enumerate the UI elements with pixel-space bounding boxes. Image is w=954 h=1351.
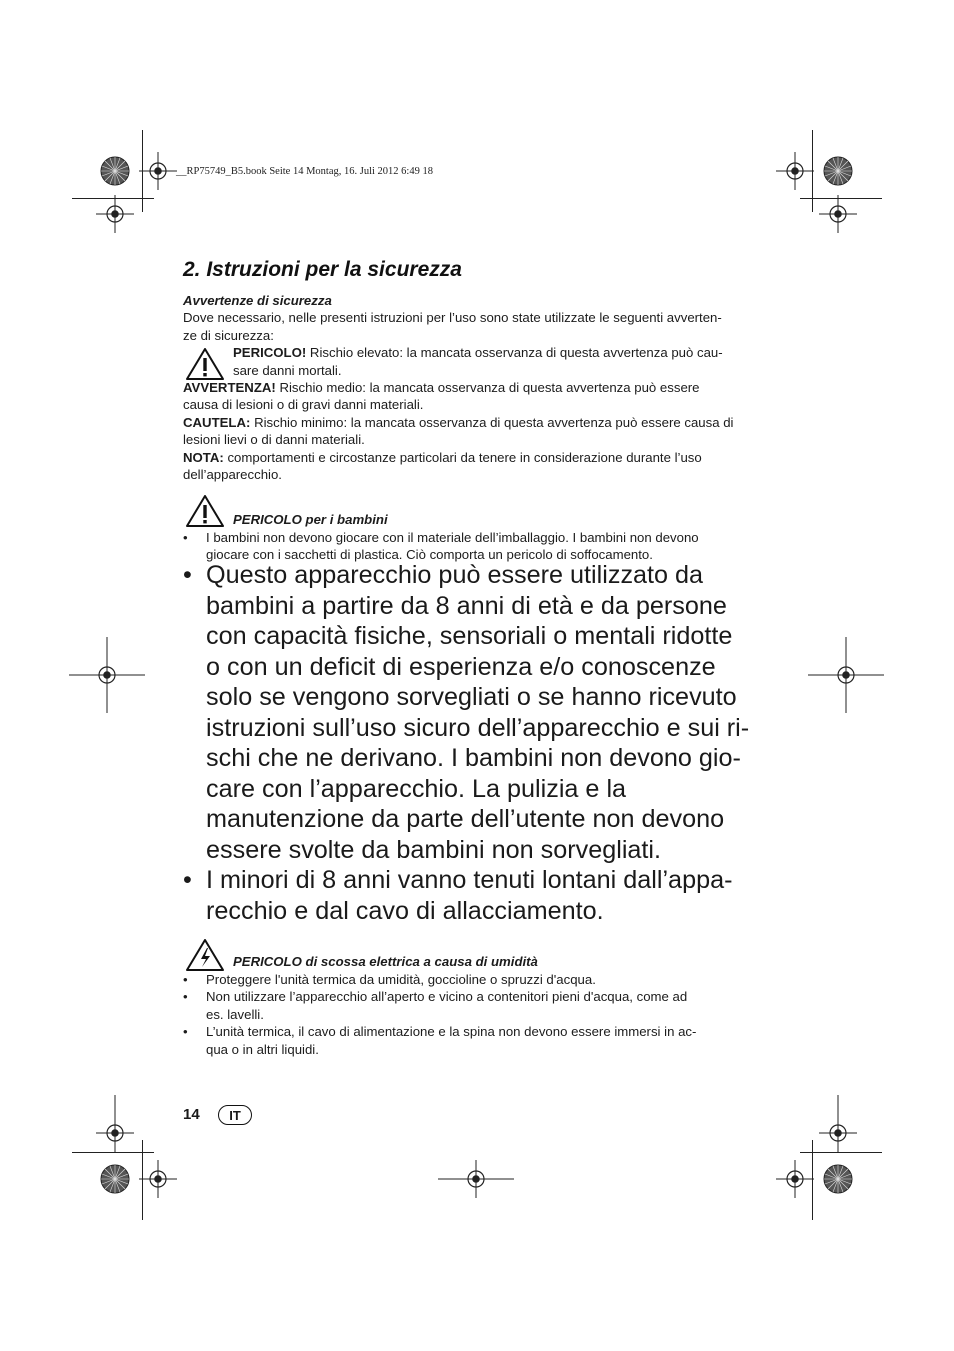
safety-warnings-heading: Avvertenze di sicurezza [183,293,332,308]
large-bullet-item-2 [183,865,783,926]
bullet: • [183,530,188,545]
nota-text-2: dell’apparecchio. [183,467,282,483]
children-danger-list [183,529,753,564]
registration-mark-icon [776,1160,814,1198]
registration-mark-icon [819,195,857,233]
bullet: • [183,866,192,894]
registration-mark-icon [139,1160,177,1198]
pericolo-text-2: sare danni mortali. [233,362,342,378]
language-badge: IT [218,1105,252,1125]
star-target-icon [101,1165,129,1193]
list-item [183,988,753,1023]
print-slug-line: __RP75749_B5.book Seite 14 Montag, 16. Juli 2012 6:49 18 [176,166,433,177]
large-line: manutenzione da parte dell’utente non devono [206,805,725,833]
registration-mark-icon [139,152,177,190]
star-target-icon [824,1165,852,1193]
avvertenza-label: AVVERTENZA! [183,380,276,396]
large-line: care con l’apparecchio. La pulizia e la [206,774,627,803]
cautela-text-2: lesioni lievi o di danni materiali. [183,432,365,448]
list-item-line-1: Non utilizzare l’apparecchio all’aperto e vicino a contenitori pieni d'acqua, come ad [206,989,688,1005]
warning-triangle-icon [184,493,226,529]
nota-label: NOTA: [183,449,224,465]
pericolo-label: PERICOLO! [233,345,307,361]
bullet: • [183,972,188,987]
page-number: 14 [183,1106,200,1123]
list-item [183,1023,753,1058]
warning-triangle-icon [184,346,226,382]
bullet: • [183,561,192,589]
star-target-icon [824,157,852,185]
electric-danger-heading: PERICOLO di scossa elettrica a causa di umidità [233,954,538,969]
large-line: solo se vengono sorvegliati o se hanno ricevuto [206,683,737,711]
large-line: con capacità fisiche, sensoriali o mentali ridotte [206,622,733,650]
large-line: schi che ne derivano. I bambini non devono gio- [206,744,741,772]
list-item-line-1: L’unità termica, il cavo di alimentazione e la spina non devono essere immersi in ac- [206,1024,697,1040]
avvertenza-text-2: causa di lesioni o di gravi danni materiali. [183,397,424,413]
large-print-warnings [183,560,783,926]
list-item-line-1: Proteggere l'unità termica da umidità, goccioline o spruzzi d'acqua. [206,972,596,987]
list-item-line-1: I bambini non devono giocare con il materiale dell’imballaggio. I bambini non devono [206,530,699,545]
list-item-line-2: qua o in altri liquidi. [206,1041,319,1057]
large-line: Questo apparecchio può essere utilizzato da [206,561,704,589]
safety-warnings-section [183,292,753,483]
large-line: o con un deficit di esperienza e/o conoscenze [206,652,716,681]
bullet: • [183,989,188,1005]
intro-line-2: ze di sicurezza: [183,327,274,343]
large-line: I minori di 8 anni vanno tenuti lontani dall’appa- [206,866,733,894]
list-item-line-2: giocare con i sacchetti di plastica. Ciò comporta un pericolo di soffocamento. [206,547,653,563]
large-bullet-item-1 [183,560,783,865]
list-item [183,529,753,564]
nota-text: comportamenti e circostanze particolari da tenere in considerazione durante l’uso [223,449,702,465]
list-item-line-2: es. lavelli. [206,1006,264,1022]
large-line: recchio e dal cavo di allacciamento. [206,896,604,925]
star-target-icon [101,157,129,185]
large-line: bambini a partire da 8 anni di età e da persone [206,591,727,620]
list-item [183,971,753,988]
pericolo-text: Rischio elevato: la mancata osservanza di questa avvertenza può cau- [306,345,723,361]
section-title: 2. Istruzioni per la sicurezza [183,258,462,281]
large-line: istruzioni sull’uso sicuro dell’apparecchio e sui ri- [206,713,750,742]
registration-mark-icon [96,195,134,233]
electric-danger-list [183,971,753,1058]
avvertenza-text: Rischio medio: la mancata osservanza di questa avvertenza può essere [275,380,700,396]
large-line: essere svolte da bambini non sorvegliati. [206,835,662,864]
cautela-label: CAUTELA: [183,414,251,430]
children-danger-heading: PERICOLO per i bambini [233,512,388,527]
intro-line-1: Dove necessario, nelle presenti istruzioni per l’uso sono state utilizzate le seguenti avverten- [183,310,722,326]
registration-mark-icon [776,152,814,190]
electric-shock-warning-icon [184,937,226,973]
cautela-text: Rischio minimo: la mancata osservanza di questa avvertenza può essere causa di [250,414,734,430]
bullet: • [183,1024,188,1040]
